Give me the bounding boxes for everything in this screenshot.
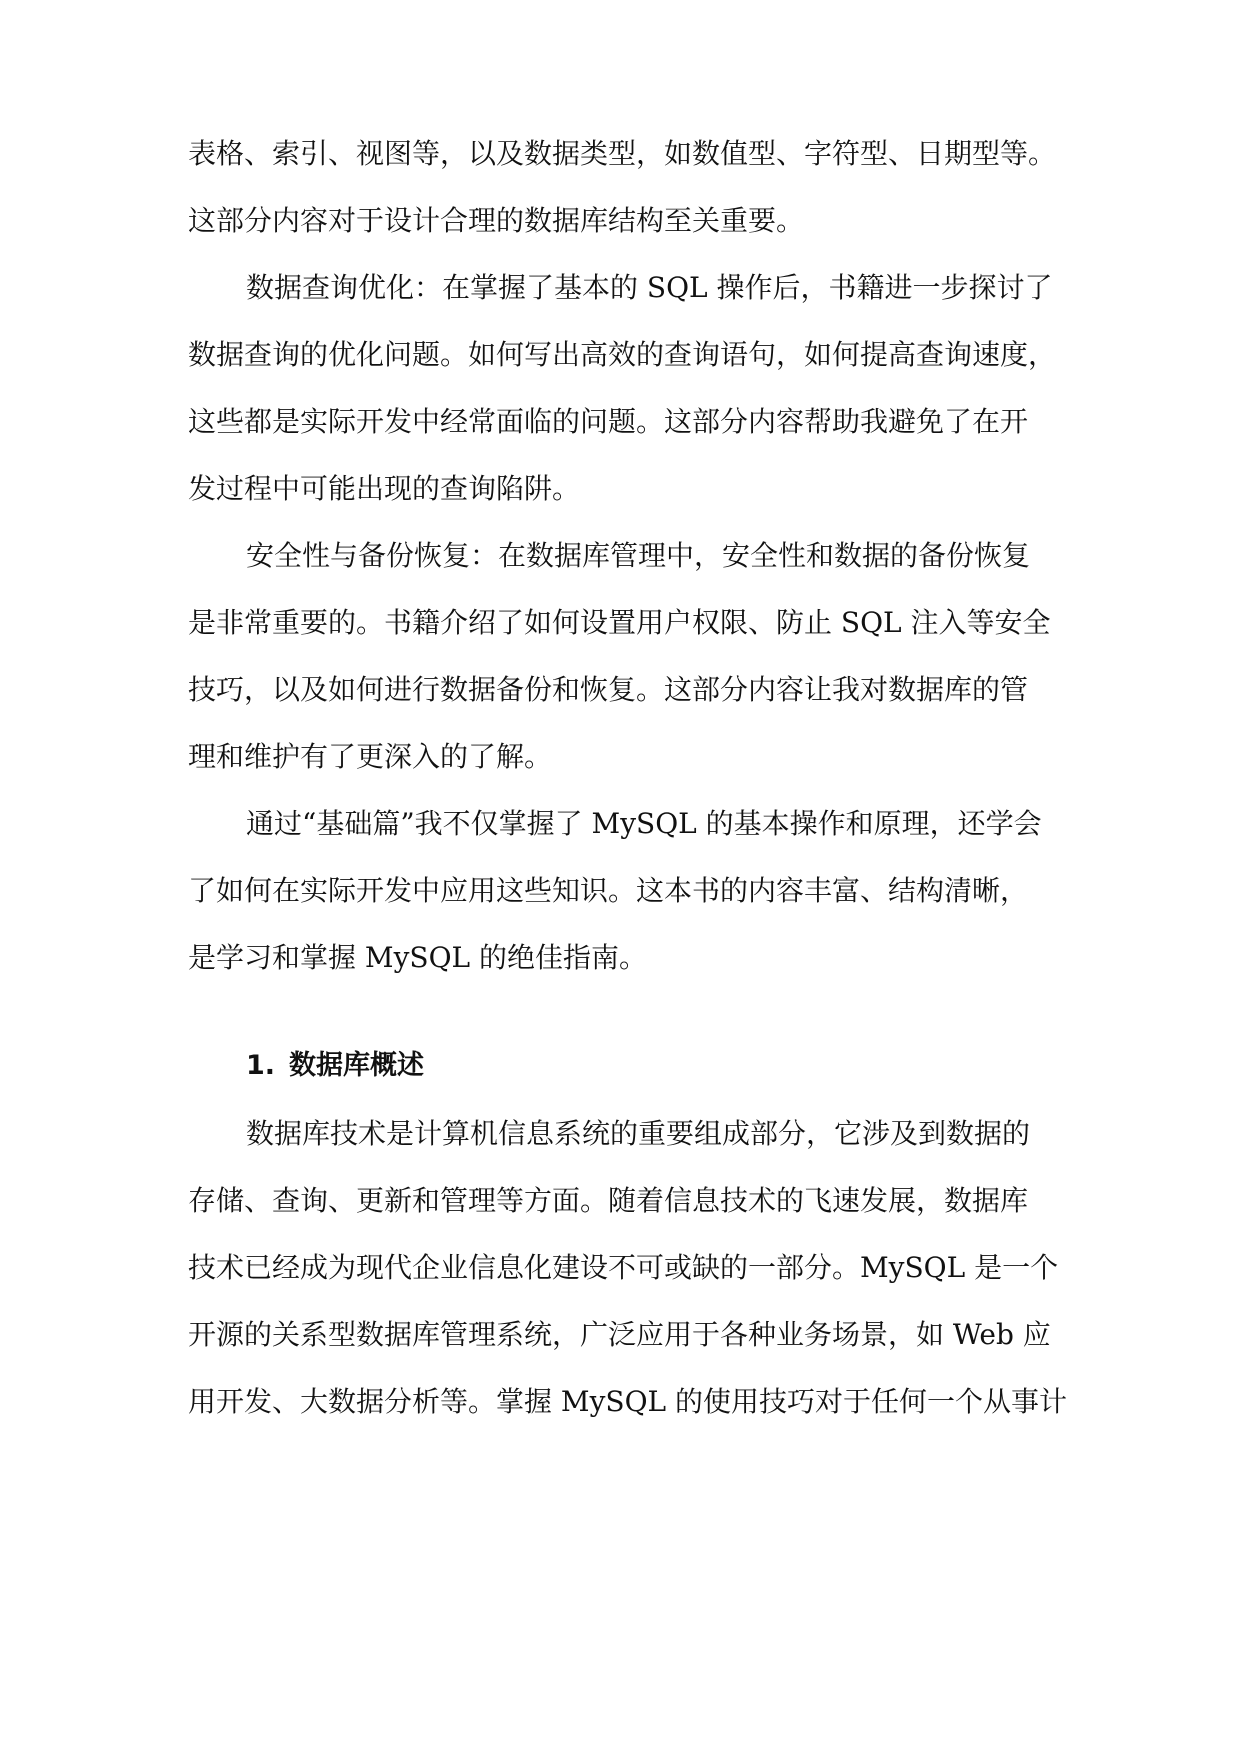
paragraph-line: 表格、索引、视图等，以及数据类型，如数值型、字符型、日期型等。: [188, 137, 1057, 170]
paragraph-line: 开源的关系型数据库管理系统，广泛应用于各种业务场景，如 Web 应: [188, 1318, 1051, 1351]
paragraph-line: 这部分内容对于设计合理的数据库结构至关重要。: [188, 204, 805, 237]
paragraph-line: 了如何在实际开发中应用这些知识。这本书的内容丰富、结构清晰，: [188, 874, 1029, 907]
paragraph-line: 发过程中可能出现的查询陷阱。: [188, 472, 581, 505]
paragraph-line: 安全性与备份恢复：在数据库管理中，安全性和数据的备份恢复: [246, 539, 1031, 572]
paragraph-line: 用开发、大数据分析等。掌握 MySQL 的使用技巧对于任何一个从事计: [188, 1385, 1068, 1418]
paragraph-line: 数据库技术是计算机信息系统的重要组成部分，它涉及到数据的: [246, 1117, 1031, 1150]
paragraph-line: 这些都是实际开发中经常面临的问题。这部分内容帮助我避免了在开: [188, 405, 1029, 438]
paragraph-line: 通过“基础篇”我不仅掌握了 MySQL 的基本操作和原理，还学会: [246, 807, 1042, 840]
section-number: 1.: [246, 1050, 276, 1081]
paragraph-line: 技术已经成为现代企业信息化建设不可或缺的一部分。MySQL 是一个: [188, 1251, 1059, 1284]
paragraph-line: 数据查询优化：在掌握了基本的 SQL 操作后，书籍进一步探讨了: [246, 271, 1053, 304]
paragraph-line: 理和维护有了更深入的了解。: [188, 740, 553, 773]
paragraph-line: 技巧，以及如何进行数据备份和恢复。这部分内容让我对数据库的管: [188, 673, 1029, 706]
paragraph-line: 是非常重要的。书籍介绍了如何设置用户权限、防止 SQL 注入等安全: [188, 606, 1051, 639]
paragraph-line: 数据查询的优化问题。如何写出高效的查询语句，如何提高查询速度，: [188, 338, 1057, 371]
section-heading: [246, 1048, 424, 1084]
section-title: 数据库概述: [289, 1050, 425, 1081]
paragraph-line: 存储、查询、更新和管理等方面。随着信息技术的飞速发展，数据库: [188, 1184, 1029, 1217]
paragraph-line: 是学习和掌握 MySQL 的绝佳指南。: [188, 941, 648, 974]
